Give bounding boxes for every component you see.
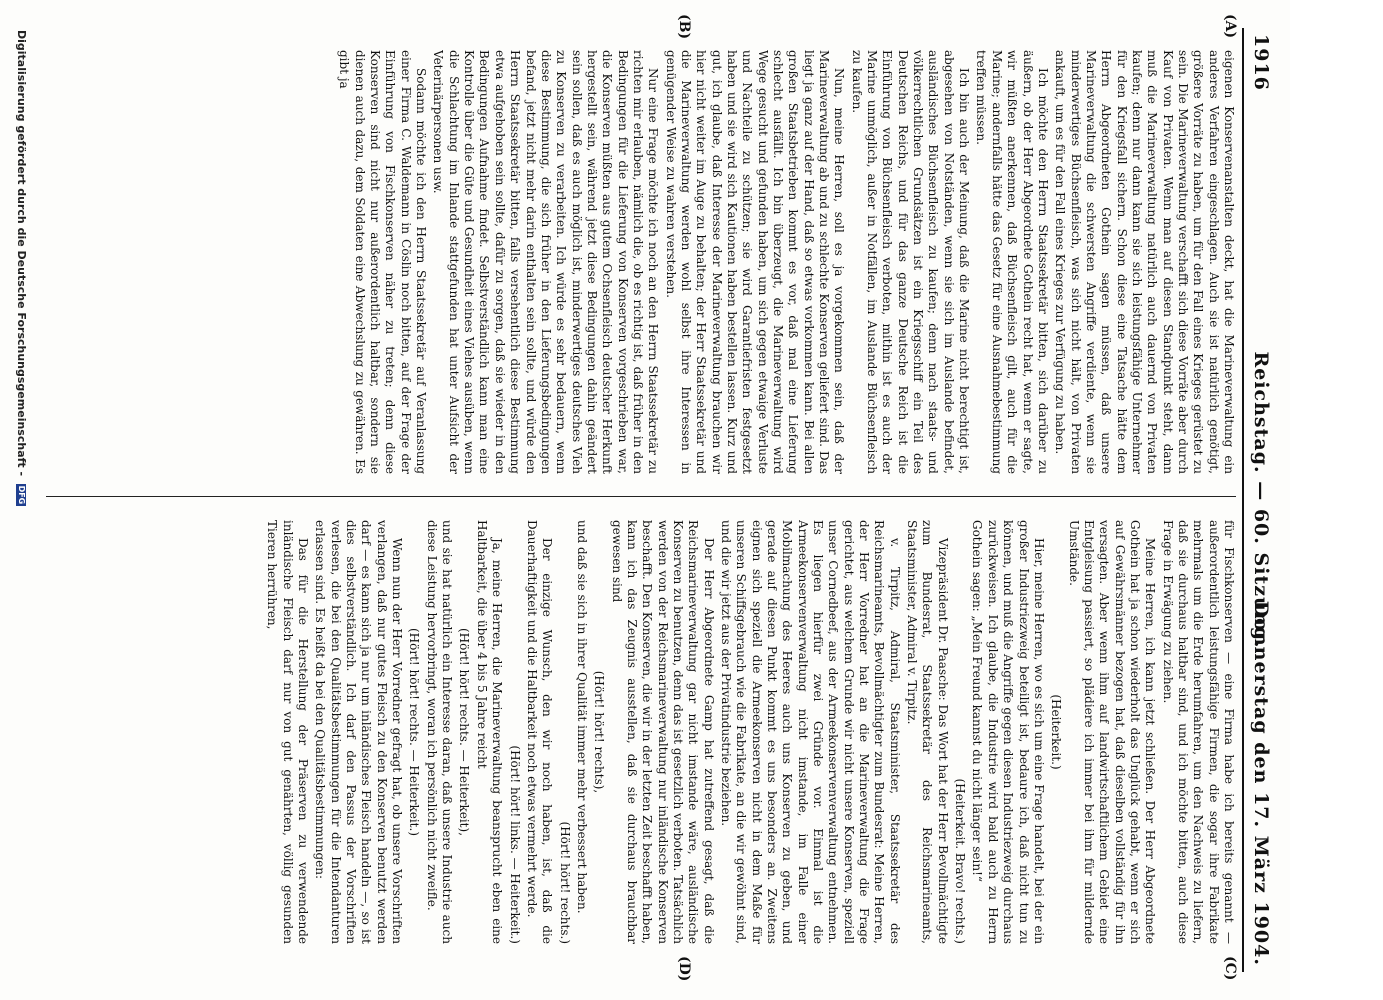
paragraph: Sodann möchte ich den Herrn Staatssekretär auf Veranlassung einer Firma C. Waldemann in Cöslin noch bitten, auf der Frage der Einführung von Fischkonserven näher zu treten; denn diese Konserven sind nicht nur außerordentlich haltbar, sondern sie dienen auch dazu, dem Soldaten eine Abwechslung zu gewähren. Es gibt ja — [337, 50, 429, 474]
paragraph: Der Herr Abgeordnete Gamp hat zutreffend gesagt, daß die Reichsmarineverwaltung gar nicht imstande wäre, ausländische Konserven zu benutzen, denn das ist gesetzlich verboten. Tatsächlich werden von der Reichsmarineverwaltung nur inländische Konserven beschafft. Den Konserven, die wir in der letzten Zeit beschafft haben, kann ich das Zeugnis ausstellen, daß sie durchaus brauchbar gewesen sind — [609, 520, 716, 944]
funding-text: Digitalisierung gefördert durch die Deutsche Forschungsgemeinschaft - — [15, 30, 28, 477]
paragraph: Nun, meine Herren, soll es ja vorgekommen sein, daß der Marineverwaltung ab und zu schlechte Konserven geliefert sind. Das liegt ja ganz auf der Hand, daß so etwas vorkommen kann. Bei allen großen Staatsbetrieben kommt es vor, daß mal eine Lieferung schlecht ausfällt. Ich bin überzeugt, die Marineverwaltung wird Wege gesucht und gefunden haben, um sich gegen etwaige Verluste und Nachteile zu schützen; sie wird Garantiefristen festgesetzt haben und sie wird sich Kautionen haben bestellen lassen. Kurz und gut, ich glaube, daß Interesse der Marineverwaltung brauchen wir hier nicht weiter im Auge zu behalten; der Herr Staatssekretär und die Marineverwaltung werden wohl selbst ihre Interessen in genügender Weise zu wahren verstehen. — [663, 50, 847, 474]
margin-marker-c: (C) — [1222, 956, 1238, 981]
paragraph: Ja, meine Herren, die Marineverwaltung beansprucht eben eine Haltbarkeit, die über 4 bis 5 Jahre reicht — [474, 520, 505, 944]
paragraph: Der einzige Wunsch, den wir noch haben, ist, daß die Dauerhaftigkeit und die Haltbarkeit noch etwas vermehrt werde. — [524, 520, 555, 944]
column-divider — [46, 496, 1236, 497]
paragraph: für Fischkonserven — eine Firma habe ich bereits genannt — außerordentlich leistungsfähige Firmen, die sogar ihre Fabrikate mehrmals um die Erde herumfahren, um den Nachweis zu liefern, daß sie durchaus haltbar sind, und ich möchte bitten, auch diese Frage in Erwägung zu ziehen. — [1160, 520, 1236, 944]
paragraph: Vizepräsident Dr. Paasche: Das Wort hat der Herr Bevollmächtigte zum Bundesrat, Staatssekretär des Reichsmarineamts, Staatsminister, Admiral v. Tirpitz. — [905, 520, 950, 944]
paragraph: Meine Herren, ich kann jetzt schließen. Der Herr Abgeordnete Gothein hat ja schon wiederholt das Unglück gehabt, wenn er sich auf Gewährsmänner bezogen hat, daß dieselben vollständig für ihn versagten. Aber wenn ihm auf landwirtschaftlichem Gebiet eine Entgleisung passiert, so plädiere ich immer bei ihm für mildernde Umstände. — [1066, 520, 1158, 944]
interjection: (Heiterkeit. Bravo! rechts.) — [953, 778, 968, 944]
paragraph: Ich möchte den Herrn Staatssekretär bitten, sich darüber zu äußern, ob der Herr Abgeordnete Gothein recht hat, wenn er sagte, wir müßten anerkennen, daß Büchsenfleisch gilt, auch für die Marine; andernfalls hätte das Gesetz für eine Ausnahmebestimmung treffen müssen. — [974, 50, 1050, 474]
paragraph: Nur eine Frage möchte ich noch an den Herrn Staatssekretär zu richten mir erlauben, nämlich die, ob es richtig ist, daß früher in den Bedingungen für die Lieferung von Konserven vorgeschrieben war, die Konserven müßten aus gutem Ochsenfleisch deutscher Herkunft hergestellt sein, während jetzt diese Bedingungen dahin geändert sein sollen, daß es auch möglich ist, minderwertiges deutsches Vieh zu Konserven zu verarbeiten. Ich würde es sehr bedauern, wenn diese Bestimmung, die sich früher in den Lieferungsbedingungen befand, jetzt nicht mehr darin enthalten sein sollte, und würde den Herrn Staatssekretär bitten, falls versehentlich diese Bestimmung etwa aufgehoben sein sollte, dafür zu sorgen, daß sie wieder in den Bedingungen Aufnahme findet. Selbstverständlich kann man eine Kontrolle über die Güte und Gesundheit eines Viehes ausüben, wenn die Schlachtung im Inlande stattgefunden hat unter Aufsicht der Veterinärpersonen usw. — [431, 50, 661, 474]
paragraph: eigenen Konservenanstalten deckt, hat die Marineverwaltung ein anderes Verfahren eingeschlagen. Auch sie ist natürlich genötigt, größere Vorräte zu haben, um für den Fall eines Krieges gerüstet zu sein. Die Marineverwaltung verschafft sich diese Vorräte aber durch Kauf von Privaten. Wenn man auf diesen Standpunkt steht, dann muß die Marineverwaltung natürlich auch dauernd von Privaten kaufen; denn nur dann kann sie sich leistungsfähige Unternehmer für den Kriegsfall sichern. Schon diese eine Tatsache hätte dem Herrn Abgeordneten Gothein sagen müssen, daß unsere Marineverwaltung die schwersten Angriffe verdiente, wenn sie minderwertiges Büchsenfleisch, was sich nicht hält, von Privaten ankauft, um es für den Fall eines Krieges zur Verfügung zu haben. — [1053, 50, 1236, 474]
interjection: (Hört! hört! links. — Heiterkeit.) — [507, 745, 522, 944]
paragraph: Hier, meine Herren, wo es sich um eine Frage handelt, bei der ein großer Industriezweig beteiligt ist, bedaure ich, daß nicht tun zu können, und muß die Angriffe gegen diesen Industriezweig durchaus zurückweisen. Ich glaube, die Industrie wird bald auch zu Herrn Gothein sagen: „Mein Freund kannst du nicht länger sein!“ — [970, 520, 1046, 944]
interjection: (Hört! hört! rechts. — Heiterkeit.) — [407, 627, 422, 837]
paragraph: v. Tirpitz, Admiral, Staatsminister, Staatssekretär des Reichsmarineamts, Bevollmächtigter zum Bundesrat: Meine Herren, der Herr Vorredner hat an die Marineverwaltung die Frage gerichtet, aus welchem Grunde wir nicht unsere Konserven, speziell unser Cornedbeef, aus der Armeekonservenverwaltung entnehmen. Es liegen hierfür zwei Gründe vor. Einmal ist die Armeekonservenverwaltung nicht imstande, im Falle einer Mobilmachung des Heeres auch uns Konserven zu geben, und gerade auf diesen Punkt kommt es uns besonders an. Zweitens eignen sich speziell die Armeekonserven nicht in dem Maße für unseren Schiffsgebrauch wie die Fabrikate, an die wir gewöhnt sind, und die wir jetzt aus der Privatindustrie beziehen. — [719, 520, 902, 944]
page-date: Donnerstag den 17. März 1904. — [1250, 600, 1272, 966]
paragraph: und sie hat natürlich ein Interesse daran, daß unsere Industrie auch diese Leistung hervorbringt, woran ich persönlich nicht zweifle. — [424, 520, 455, 944]
interjection: (Heiterkeit.) — [1049, 694, 1064, 770]
left-column — [46, 50, 1236, 474]
page-title: Reichstag. — 60. Sitzung. — [1250, 351, 1272, 649]
paragraph: Wenn nun der Herr Vorredner gefragt hat, ob unsere Vorschriften verlangen, daß nur gutes Fleisch zu den Konserven benutzt werden darf — es kann sich ja nur um inländisches Fleisch handeln —, so ist dies selbstverständlich. Ich darf den Passus der Vorschriften verlesen, die bei den Qualitätsbestimmungen für die Intendanturen erlassen sind. Es heißt da bei den Qualitätsbestimmungen: — [313, 520, 405, 944]
page-number: 1916 — [1250, 34, 1272, 91]
right-column — [56, 520, 1236, 944]
margin-marker-b: (B) — [676, 14, 692, 40]
paragraph: Das für die Herstellung der Präserven zu verwendende inländische Fleisch darf nur von gut genährten, völlig gesunden Tieren herrühren, — [265, 520, 311, 944]
interjection: (Hört! hört! rechts. — Heiterkeit), — [457, 627, 472, 837]
margin-marker-a: (A) — [1222, 14, 1238, 39]
paragraph: Ich bin auch der Meinung, daß die Marine nicht berechtigt ist, abgesehen von Notständen, wenn sie sich im Auslande befindet, ausländisches Büchsenfleisch zu kaufen; denn nach staats- und völkerrechtlichen Grundsätzen ist ein Kriegsschiff ein Teil des Deutschen Reichs, und für das ganze Deutsche Reich ist die Einführung von Büchsenfleisch verboten, mithin ist es auch der Marine unmöglich, außer in Notfällen, im Auslande Büchsenfleisch zu kaufen. — [849, 50, 972, 474]
dfg-logo-icon: DFG — [17, 485, 26, 505]
funding-footer — [15, 30, 28, 970]
page-header — [1242, 28, 1276, 972]
interjection: (Hört! hört! rechts.) — [557, 821, 572, 944]
paragraph: und daß sie sich in ihrer Qualität immer mehr verbessert haben. — [574, 520, 589, 914]
margin-marker-d: (D) — [676, 956, 692, 982]
interjection: (Hört! hört! rechts), — [592, 670, 607, 794]
